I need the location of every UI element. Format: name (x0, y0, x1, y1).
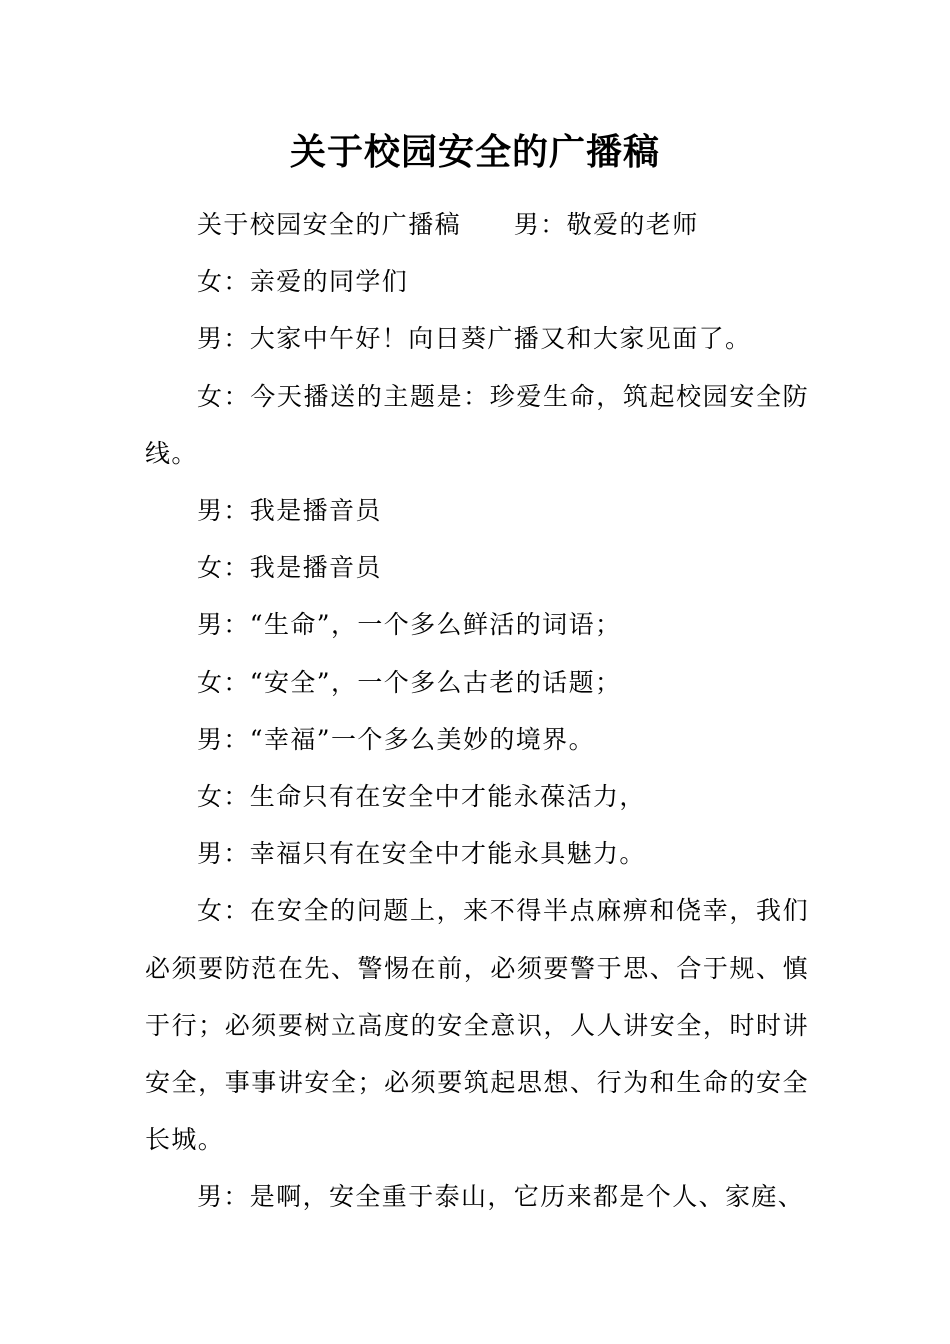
paragraph: 女：今天播送的主题是：珍爱生命，筑起校园安全防线。 (145, 381, 809, 468)
paragraph: 男：我是播音员 (197, 496, 382, 526)
paragraph: 男：幸福只有在安全中才能永具魅力。 (197, 839, 646, 869)
paragraph: 女：“安全”，一个多么古老的话题； (197, 667, 622, 697)
paragraph: 男：是啊，安全重于泰山，它历来都是个人、家庭、 (197, 1182, 805, 1212)
document-body (145, 196, 809, 1226)
paragraph: 男：“生命”，一个多么鲜活的词语； (197, 610, 622, 640)
paragraph: 女：亲爱的同学们 (197, 267, 409, 297)
document-title: 关于校园安全的广播稿 (289, 131, 660, 173)
paragraph: 关于校园安全的广播稿 男：敬爱的老师 (197, 210, 699, 239)
paragraph: 男：“幸福”一个多么美妙的境界。 (197, 724, 595, 754)
paragraph: 女：生命只有在安全中才能永葆活力， (197, 782, 646, 812)
paragraph: 男：大家中午好！向日葵广播又和大家见面了。 (197, 324, 752, 354)
paragraph: 女：在安全的问题上，来不得半点麻痹和侥幸，我们必须要防范在先、警惕在前，必须要警于思、合于规、慎于行；必须要树立高度的安全意识，人人讲安全，时时讲安全，事事讲安全；必须要筑起思想、行为和生命的安全长城。 (145, 896, 809, 1155)
paragraph: 女：我是播音员 (197, 553, 382, 583)
